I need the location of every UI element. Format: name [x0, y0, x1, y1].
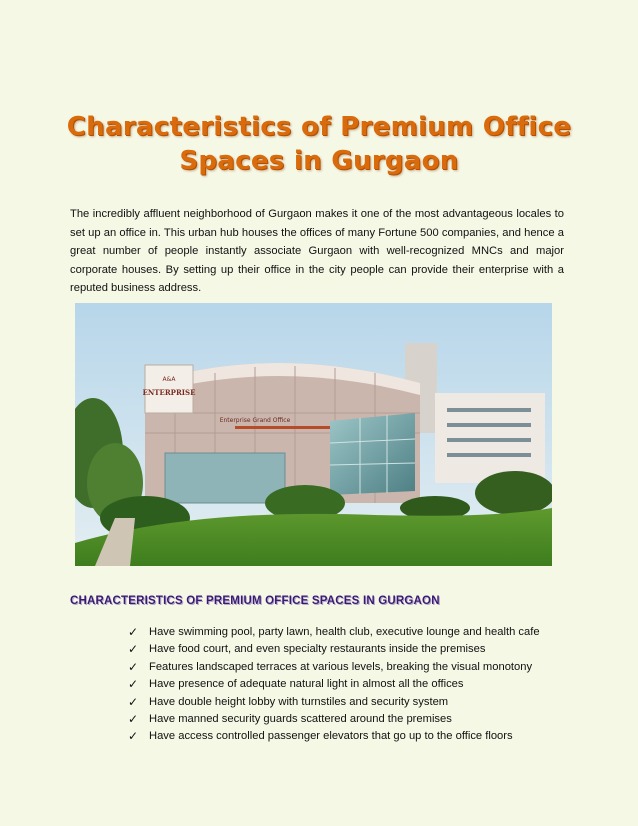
section-subheading: CHARACTERISTICS OF PREMIUM OFFICE SPACES IN GURGAON: [70, 595, 440, 607]
checkmark-icon: ✓: [128, 659, 139, 674]
intro-paragraph: The incredibly affluent neighborhood of Gurgaon makes it one of the most advantageous locales to set up an office in. This urban hub houses the offices of many Fortune 500 companies, and hence a great number of people instantly associate Gurgaon with well-recognized MNCs and major corporate houses. By setting up their office in the city people can provide their enterprise with a reputed business address.: [70, 208, 564, 295]
office-building-photo: [75, 303, 552, 566]
list-item: ✓ Have food court, and even specialty restaurants inside the premises: [128, 641, 540, 658]
checkmark-icon: ✓: [128, 712, 139, 727]
checkmark-icon: ✓: [128, 694, 139, 709]
list-item: ✓ Have presence of adequate natural light in almost all the offices: [128, 676, 540, 693]
title-line-1: Characteristics of Premium Office: [66, 112, 572, 142]
list-item: ✓ Have manned security guards scattered around the premises: [128, 711, 540, 728]
list-item: ✓ Have access controlled passenger elevators that go up to the office floors: [128, 728, 540, 745]
checkmark-icon: ✓: [128, 729, 139, 744]
checkmark-icon: ✓: [128, 642, 139, 657]
page-title: [0, 110, 638, 178]
features-list: [128, 624, 540, 746]
list-item: ✓ Have double height lobby with turnstiles and security system: [128, 694, 540, 711]
facade-text: Enterprise Grand Office: [219, 417, 291, 424]
title-line-2: Spaces in Gurgaon: [179, 146, 459, 176]
building-sign: ENTERPRISE: [142, 388, 196, 397]
list-item: ✓ Have swimming pool, party lawn, health club, executive lounge and health cafe: [128, 624, 540, 641]
checkmark-icon: ✓: [128, 625, 139, 639]
checkmark-icon: ✓: [128, 677, 139, 692]
list-item: ✓ Features landscaped terraces at various levels, breaking the visual monotony: [128, 659, 540, 676]
building-sign-small: A&A: [162, 376, 176, 383]
